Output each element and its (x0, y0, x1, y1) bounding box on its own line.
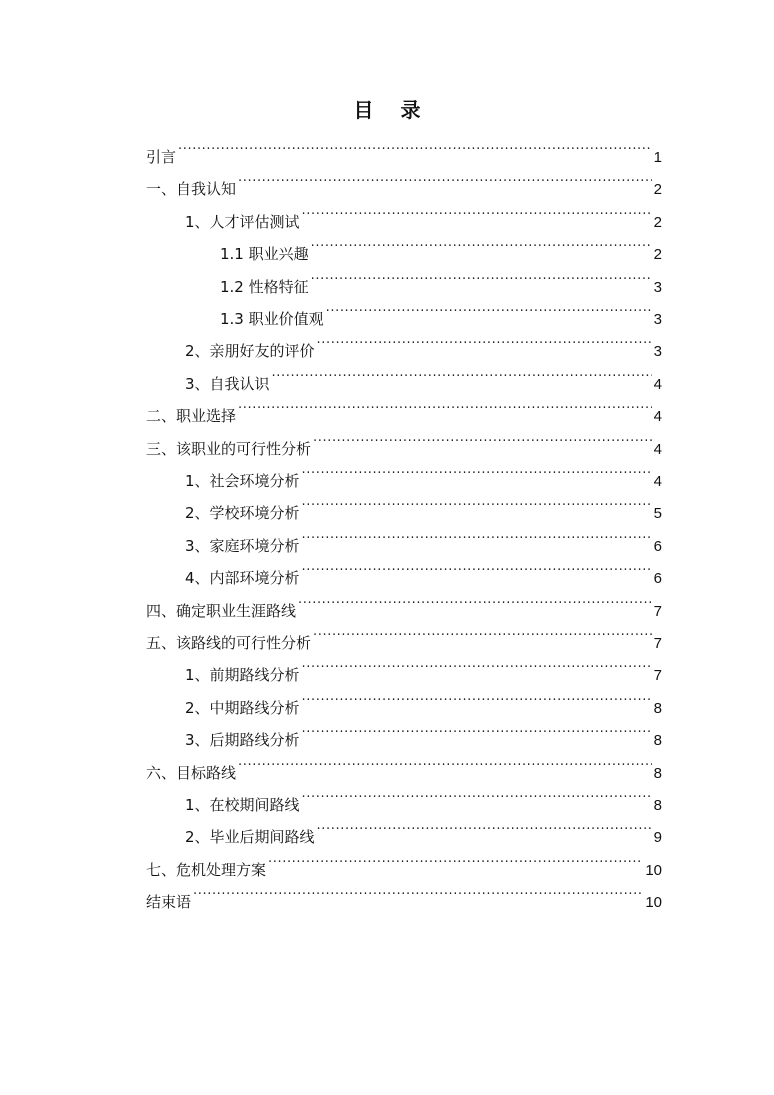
toc-entry[interactable] (146, 584, 662, 620)
toc-dot-leader (311, 260, 652, 292)
toc-entry[interactable] (185, 713, 662, 750)
toc-entry-page-number: 2 (653, 246, 662, 264)
toc-entry[interactable] (146, 616, 662, 652)
toc-dot-leader (302, 551, 652, 583)
toc-dot-leader (302, 454, 652, 486)
toc-entry-label: 五、该路线的可行性分析 (146, 634, 312, 652)
toc-entry[interactable] (146, 162, 662, 199)
toc-entry-label: 1、在校期间路线 (185, 796, 300, 814)
toc-entry-label: 3、家庭环境分析 (185, 536, 300, 555)
toc-dot-leader (302, 648, 652, 680)
toc-entry-page-number: 8 (653, 699, 662, 717)
toc-entry-label: 1.3 职业价值观 (220, 310, 324, 328)
toc-dot-leader (238, 746, 652, 778)
toc-dot-leader (272, 357, 652, 389)
toc-entry[interactable] (146, 746, 662, 782)
toc-entry-label: 四、确定职业生涯路线 (146, 601, 297, 620)
toc-dot-leader (302, 713, 652, 745)
toc-entry[interactable] (220, 260, 662, 296)
toc-entry-page-number: 2 (653, 213, 662, 231)
toc-entry-page-number: 10 (645, 894, 662, 912)
toc-dot-leader (302, 681, 652, 713)
toc-dot-leader (193, 875, 643, 907)
toc-dot-leader (178, 130, 652, 162)
toc-entry-label: 1.1 职业兴趣 (220, 245, 309, 264)
toc-entry-page-number: 6 (653, 570, 662, 588)
toc-entry-page-number: 3 (653, 343, 662, 361)
toc-entry-page-number: 3 (653, 278, 662, 296)
toc-entry-label: 3、后期路线分析 (185, 731, 300, 750)
toc-entry[interactable] (146, 389, 662, 426)
toc-entry-label: 六、目标路线 (146, 763, 237, 782)
toc-entry[interactable] (146, 843, 662, 879)
toc-entry-label: 2、亲朋好友的评价 (185, 342, 315, 361)
toc-entry[interactable] (146, 875, 662, 912)
toc-entry[interactable] (185, 357, 662, 393)
toc-entry-page-number: 7 (653, 602, 662, 620)
toc-entry-page-number: 4 (653, 473, 662, 490)
toc-entry-page-number: 1 (653, 149, 662, 166)
toc-entry-page-number: 7 (653, 667, 662, 685)
toc-entry-page-number: 4 (653, 408, 662, 426)
toc-entry-label: 1、社会环境分析 (185, 472, 300, 490)
toc-entry[interactable] (185, 810, 662, 847)
toc-entry-label: 2、毕业后期间路线 (185, 828, 315, 847)
toc-entry-label: 三、该职业的可行性分析 (146, 439, 312, 458)
toc-dot-leader (268, 843, 643, 875)
toc-entry-label: 1.2 性格特征 (220, 277, 309, 296)
toc-entry-page-number: 4 (653, 375, 662, 393)
toc-dot-leader (317, 810, 652, 842)
toc-dot-leader (302, 486, 652, 518)
toc-entry-page-number: 8 (653, 764, 662, 782)
toc-entry[interactable] (185, 324, 662, 361)
toc-entry-label: 2、学校环境分析 (185, 504, 300, 523)
toc-entry-label: 结束语 (146, 893, 192, 912)
toc-dot-leader (302, 519, 652, 551)
toc-entry-page-number: 8 (653, 797, 662, 814)
toc-entry-page-number: 9 (653, 829, 662, 847)
toc-dot-leader (238, 162, 652, 194)
toc-entry[interactable] (146, 130, 662, 166)
toc-entry[interactable] (185, 454, 662, 490)
toc-entry[interactable] (185, 195, 662, 231)
toc-entry-label: 1、人才评估测试 (185, 212, 300, 231)
toc-dot-leader (298, 584, 652, 616)
toc-entry[interactable] (185, 648, 662, 685)
toc-entry[interactable] (146, 422, 662, 458)
toc-entry-page-number: 6 (653, 537, 662, 555)
toc-entry[interactable] (220, 227, 662, 264)
toc-entry-page-number: 4 (653, 440, 662, 458)
toc-entry-label: 2、中期路线分析 (185, 698, 300, 717)
toc-entry-label: 1、前期路线分析 (185, 666, 300, 685)
toc-entry-page-number: 7 (653, 635, 662, 652)
toc-entry-label: 一、自我认知 (146, 180, 237, 199)
toc-entry-page-number: 3 (653, 311, 662, 328)
toc-entry-page-number: 2 (653, 181, 662, 199)
toc-entry[interactable] (185, 681, 662, 717)
toc-entry-page-number: 8 (653, 732, 662, 750)
toc-entry[interactable] (185, 551, 662, 588)
toc-dot-leader (302, 778, 652, 810)
toc-dot-leader (313, 616, 652, 648)
toc-entry-label: 4、内部环境分析 (185, 569, 300, 588)
toc-dot-leader (238, 389, 652, 421)
toc-entry-label: 引言 (146, 148, 177, 166)
toc-entry[interactable] (185, 486, 662, 523)
toc-entry-page-number: 5 (653, 505, 662, 523)
toc-entry-label: 七、危机处理方案 (146, 860, 267, 879)
toc-dot-leader (311, 227, 652, 259)
toc-dot-leader (313, 422, 652, 454)
toc-entry[interactable] (185, 519, 662, 555)
toc-dot-leader (326, 292, 652, 324)
toc-entry-page-number: 10 (645, 861, 662, 879)
toc-entry-label: 二、职业选择 (146, 407, 237, 426)
toc-entry[interactable] (185, 778, 662, 814)
toc-entry[interactable] (220, 292, 662, 328)
toc-title: 目 录 (353, 98, 431, 122)
toc-entry-label: 3、自我认识 (185, 374, 270, 393)
toc-dot-leader (317, 324, 652, 356)
toc-dot-leader (302, 195, 652, 227)
